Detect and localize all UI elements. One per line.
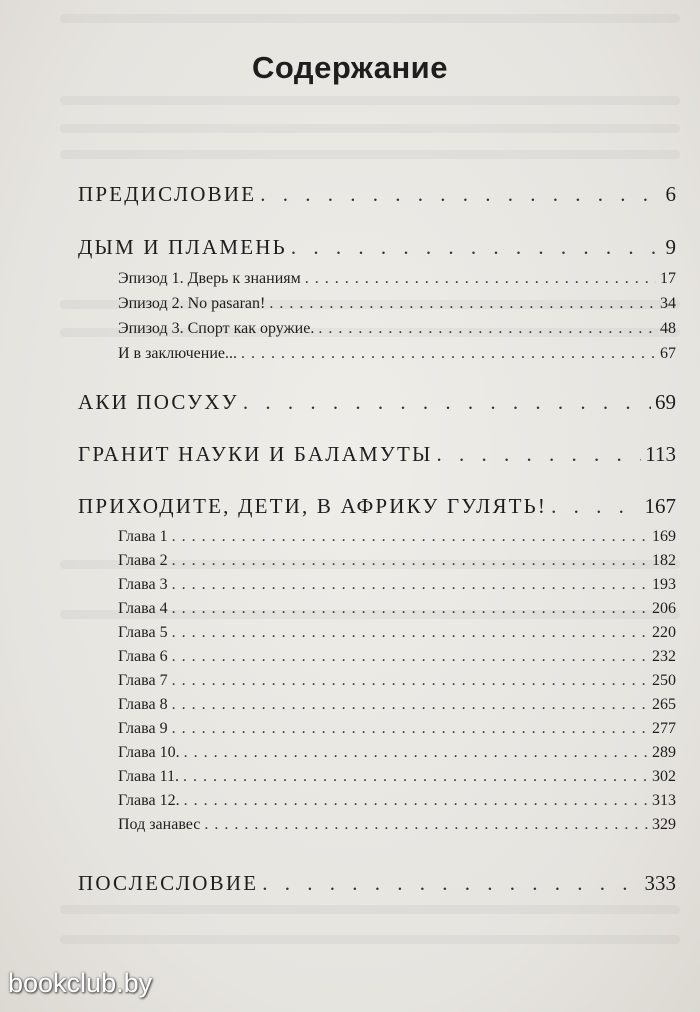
toc-entry-page: 182 [652,552,676,569]
toc-entry-label: Глава 12. [118,792,180,809]
toc-entry-page: 69 [655,390,676,414]
toc-entry-label: Глава 8 [118,696,168,713]
toc-entry-page: 206 [652,600,676,617]
toc-entry-page: 333 [644,871,676,895]
dot-leader [305,270,656,288]
toc-entry-aki[interactable] [78,390,676,418]
bleed-through-line [60,150,680,159]
dot-leader [318,320,656,338]
toc-entry-chapter-8[interactable] [118,696,676,718]
toc-entry-page: 220 [652,624,676,641]
toc-entry-label: Глава 4 [118,600,168,617]
toc-entry-label: ПОСЛЕСЛОВИЕ [78,871,259,895]
toc-entry-afterword[interactable] [78,871,676,899]
toc-entry-chapter-6[interactable] [118,648,676,670]
dot-leader [551,494,640,519]
toc-entry-label: Глава 10. [118,744,180,761]
toc-entry-label: АКИ ПОСУХУ [78,390,239,414]
toc-entry-label: И в заключение... [118,345,238,362]
toc-entry-chapter-12[interactable] [118,792,676,814]
bleed-through-line [60,935,680,944]
dot-leader [172,696,648,714]
toc-entry-page: 289 [652,744,676,761]
toc-entry-page: 113 [645,442,676,466]
toc-entry-page: 329 [652,816,676,833]
dot-leader [172,624,648,642]
dot-leader [172,600,648,618]
toc-entry-page: 67 [660,345,676,362]
toc-entry-smoke[interactable] [78,235,676,263]
dot-leader [437,442,642,467]
toc-entry-label: Глава 9 [118,720,168,737]
dot-leader [172,528,648,546]
toc-entry-page: 193 [652,576,676,593]
toc-entry-label: Под занавес [118,816,201,833]
dot-leader [184,744,648,762]
toc-entry-label: Глава 5 [118,624,168,641]
dot-leader [172,576,648,594]
dot-leader [172,552,648,570]
toc-entry-page: 169 [652,528,676,545]
toc-entry-page: 313 [652,792,676,809]
dot-leader [260,182,661,207]
dot-leader [183,768,648,786]
toc-entry-granit[interactable] [78,442,676,470]
dot-leader [243,390,651,415]
bleed-through-line [60,14,680,23]
dot-leader [291,235,662,260]
toc-entry-label: ПРЕДИСЛОВИЕ [78,182,257,206]
toc-entry-label: Глава 2 [118,552,168,569]
toc-entry-chapter-2[interactable] [118,552,676,574]
toc-entry-label: Глава 7 [118,672,168,689]
toc-entry-chapter-11[interactable] [118,768,676,790]
toc-entry-chapter-7[interactable] [118,672,676,694]
toc-entry-label: Глава 3 [118,576,168,593]
bleed-through-line [60,124,680,133]
dot-leader [172,648,648,666]
bleed-through-line [60,96,680,105]
dot-leader [269,295,656,313]
toc-entry-chapter-4[interactable] [118,600,676,622]
toc-entry-label: Эпизод 2. No pasaran! [118,295,266,312]
toc-entry-label: Эпизод 1. Дверь к знаниям [118,270,301,287]
toc-entry-label: ГРАНИТ НАУКИ И БАЛАМУТЫ [78,442,433,466]
toc-entry-page: 34 [660,295,676,312]
toc-entry-chapter-3[interactable] [118,576,676,598]
toc-entry-curtain[interactable] [118,816,676,838]
toc-entry-label: Глава 1 [118,528,168,545]
dot-leader [241,345,656,363]
toc-entry-page: 167 [644,494,676,518]
toc-entry-preface[interactable] [78,182,676,210]
toc-entry-page: 277 [652,720,676,737]
toc-entry-page: 48 [660,320,676,337]
toc-entry-chapter-1[interactable] [118,528,676,550]
toc-entry-page: 17 [660,270,676,287]
toc-entry-label: ДЫМ И ПЛАМЕНЬ [78,235,287,259]
toc-entry-page: 265 [652,696,676,713]
toc-entry-chapter-5[interactable] [118,624,676,646]
dot-leader [172,720,648,738]
toc-entry-episode-2[interactable] [118,295,676,317]
toc-entry-page: 250 [652,672,676,689]
toc-entry-label: Эпизод 3. Спорт как оружие. [118,320,315,337]
dot-leader [262,871,640,896]
dot-leader [172,672,648,690]
toc-entry-label: Глава 6 [118,648,168,665]
watermark-text: bookclub.by [8,968,153,998]
toc-entry-page: 6 [665,182,676,206]
toc-entry-chapter-9[interactable] [118,720,676,742]
toc-entry-label: ПРИХОДИТЕ, ДЕТИ, В АФРИКУ ГУЛЯТЬ! [78,494,548,518]
toc-entry-episode-3[interactable] [118,320,676,342]
toc-entry-episode-1[interactable] [118,270,676,292]
dot-leader [204,816,648,834]
dot-leader [184,792,648,810]
toc-entry-page: 232 [652,648,676,665]
bleed-through-line [60,905,680,914]
toc-entry-page: 302 [652,768,676,785]
toc-entry-page: 9 [665,235,676,259]
toc-entry-africa[interactable] [78,494,676,522]
toc-entry-chapter-10[interactable] [118,744,676,766]
page-title: Содержание [252,50,448,85]
toc-entry-label: Глава 11. [118,768,179,785]
toc-entry-conclusion[interactable] [118,345,676,367]
